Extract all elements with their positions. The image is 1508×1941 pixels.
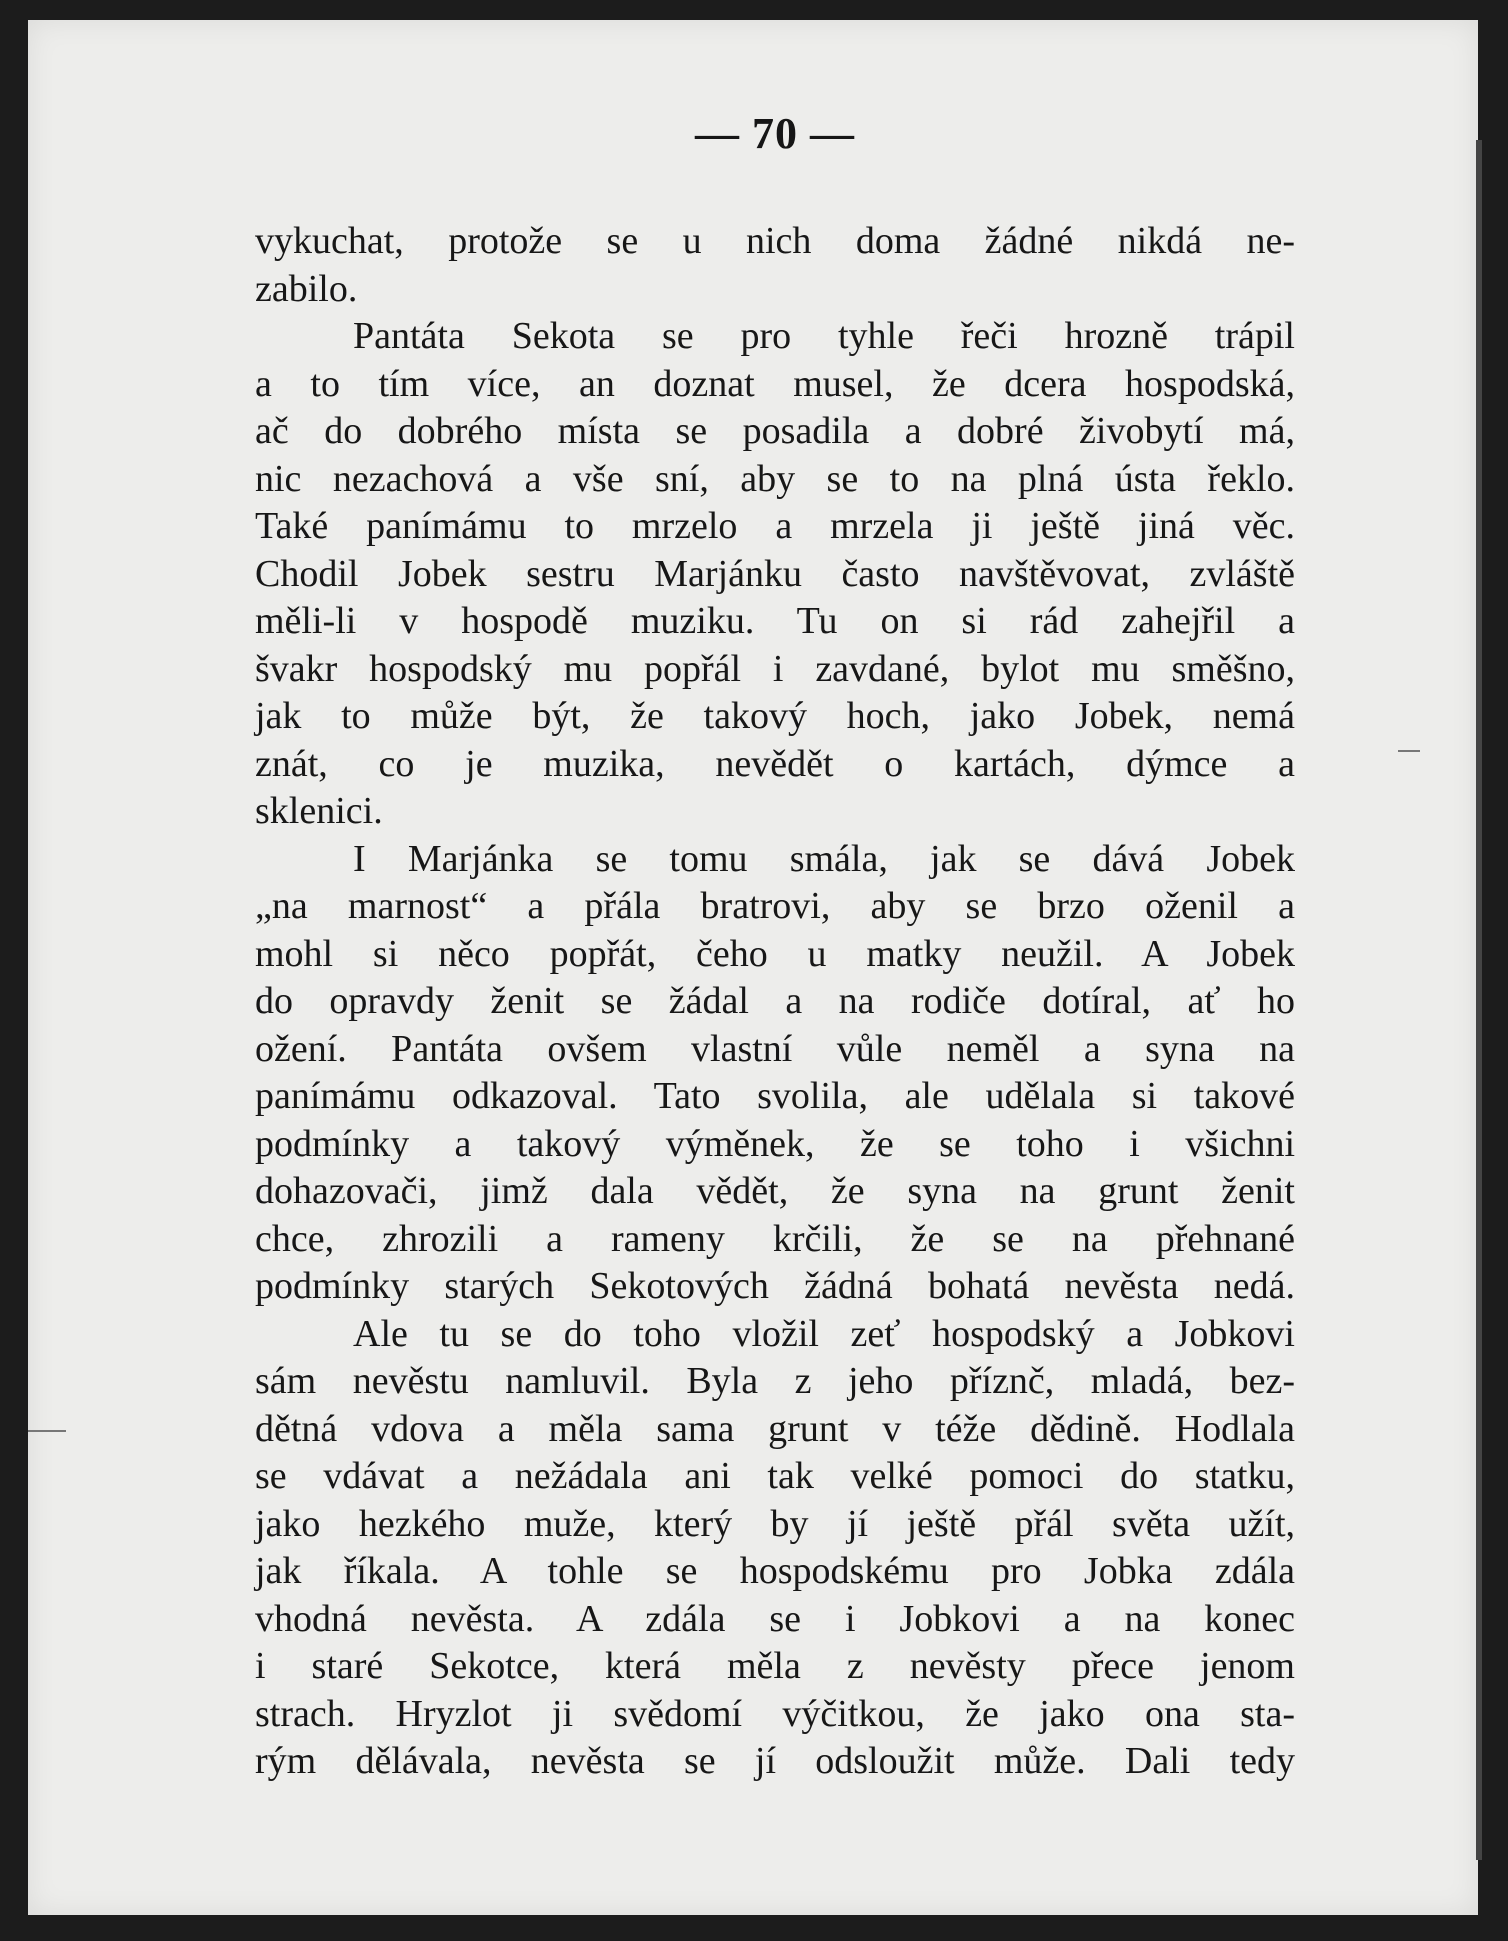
text-line: I Marjánka se tomu smála, jak se dává Jobek <box>353 837 1295 880</box>
text-line: panímámu odkazoval. Tato svolila, ale udělala si takové <box>255 1075 1295 1117</box>
text-line: i staré Sekotce, která měla z nevěsty přece jenom <box>255 1645 1295 1687</box>
text-line: Také panímámu to mrzelo a mrzela ji ještě jiná věc. <box>255 505 1295 547</box>
margin-dash <box>28 1430 66 1432</box>
text-line: chce, zhrozili a rameny krčili, že se na přehnané <box>255 1217 1295 1260</box>
page-number: — 70 — <box>695 109 855 158</box>
text-line: sám nevěstu namluvil. Byla z jeho příznč, mladá, bez- <box>255 1360 1295 1402</box>
text-line: do opravdy ženit se žádal a na rodiče dotíral, ať ho <box>255 980 1295 1022</box>
text-line: mohl si něco popřát, čeho u matky neužil. A Jobek <box>255 932 1295 975</box>
text-line: jako hezkého muže, který by jí ještě přál světa užít, <box>255 1502 1295 1545</box>
page-spine-edge <box>1476 140 1482 1860</box>
text-line: vhodná nevěsta. A zdála se i Jobkovi a na konec <box>255 1597 1295 1640</box>
text-line: sklenici. <box>255 790 383 832</box>
text-line: vykuchat, protože se u nich doma žádné nikdá ne- <box>255 220 1295 262</box>
text-line: jak to může být, že takový hoch, jako Jobek, nemá <box>255 695 1295 737</box>
text-line: měli-li v hospodě muziku. Tu on si rád zahejřil a <box>255 600 1295 642</box>
text-line: nic nezachová a vše sní, aby se to na plná ústa řeklo. <box>255 457 1295 500</box>
text-line: ožení. Pantáta ovšem vlastní vůle neměl a syna na <box>255 1027 1295 1070</box>
text-line: ač do dobrého místa se posadila a dobré živobytí má, <box>255 410 1295 452</box>
body-text <box>255 218 1295 1786</box>
text-line: znát, co je muzika, nevědět o kartách, dýmce a <box>255 742 1295 785</box>
margin-dash <box>1398 750 1420 752</box>
text-line: jak říkala. A tohle se hospodskému pro Jobka zdála <box>255 1550 1295 1592</box>
text-line: Ale tu se do toho vložil zeť hospodský a Jobkovi <box>353 1312 1295 1355</box>
text-line: Chodil Jobek sestru Marjánku často navštěvovat, zvláště <box>255 552 1295 595</box>
text-line: švakr hospodský mu popřál i zavdané, bylot mu směšno, <box>255 647 1295 690</box>
text-line: strach. Hryzlot ji svědomí výčitkou, že jako ona sta- <box>255 1692 1295 1735</box>
text-line: podmínky starých Sekotových žádná bohatá nevěsta nedá. <box>255 1265 1295 1307</box>
text-line: podmínky a takový výměnek, že se toho i všichni <box>255 1122 1295 1165</box>
text-line: „na marnost“ a přála bratrovi, aby se brzo oženil a <box>255 885 1295 927</box>
text-line: se vdávat a nežádala ani tak velké pomoci do statku, <box>255 1455 1295 1497</box>
text-line: dětná vdova a měla sama grunt v téže dědině. Hodlala <box>255 1407 1295 1450</box>
text-line: dohazovači, jimž dala vědět, že syna na grunt ženit <box>255 1170 1295 1212</box>
text-line: zabilo. <box>255 267 358 310</box>
text-line: rým dělávala, nevěsta se jí odsloužit může. Dali tedy <box>255 1740 1295 1782</box>
text-line: Pantáta Sekota se pro tyhle řeči hrozně trápil <box>353 315 1295 357</box>
text-line: a to tím více, an doznat musel, že dcera hospodská, <box>255 362 1295 405</box>
